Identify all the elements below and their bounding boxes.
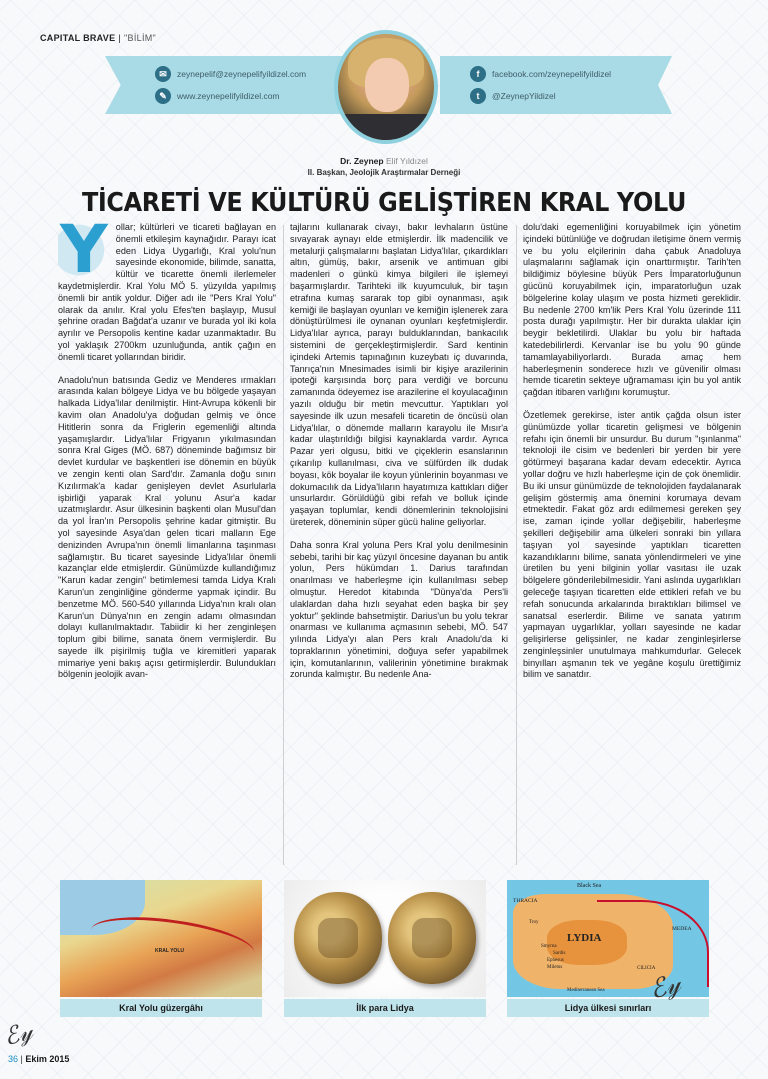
twitter-icon: t bbox=[470, 88, 486, 104]
author-name: Dr. Zeynep Elif Yıldızel bbox=[340, 156, 428, 166]
signature-mark: ℰ𝓎 bbox=[646, 968, 685, 1006]
facebook-contact[interactable] bbox=[470, 66, 611, 82]
paragraph-postal: dolu'daki egemenliğini koruyabilmek için yönetim içindeki bütünlüğe ve doğrudan iletişime önem vermiş ve bu yolu elçilerinin daha çabuk Anadoluya ulaşmalarını sağlamak için onarttırmıştır. Tarih'ten bildiğimiz böylesine büyük Pers İmparatorluğunun gücünü koruyabilmek için, imparatorluğun uzak bölgelerine kolay ulaşım ve posta hizmeti gereklidir. Bu nedenle 2700 km'lik Pers Kral Yolu üzerinde 111 posta durağı yapılmıştır. Her bir durakta ulaklar için beygir bekletilirdi. Ulaklar bu yolu bir haftada katedebilirlerdi. Kervanlar ise bu yolu 90 günde tamamlayabiliyorlardı. Burada amaç hem haberleşmenin sonderece hızlı ve güvenilir olması hemde ticaretin sekteye uğramaması için bu yol antik çağdan itibaren varlığını korumuştur. bbox=[523, 222, 741, 398]
envelope-icon: ✉ bbox=[155, 66, 171, 82]
paragraph-lydia: Anadolu'nun batısında Gediz ve Menderes ırmakları arasında kalan bölgeye Lidya ve bu bölgede yaşayan halkada Lidya'lılar denilmiştir. Hint-Avrupa kökenli bir kavim olan Anadolu'ya doğudan gelmiş ve önce Hititlerin sonra da Friglerin egemenliği altında yaşamışlardır. Lidya'lılar Frigyanın yıkılmasından sonra Kral Giges (MÖ. 687) döneminde bağımsız bir devlet kurdular ve başkentleri ise dönemin en büyük ve zengin kenti olan Sard'dır. Zamanla doğu sınırı Kızılırmak'a kadar genişleyen devlet Asurlularla işbirliği yaparak Kral yolunu Asur'a kadar uzatmışlardır. Asur ülkesinin başkenti olan Musul'dan da yol İran'ın Persopolis şehrine kadar gitmiştir. Bu yol sayesinde Asya'dan gelen ticari malların Ege denizinden Avrupa'nın önemli limanlarına taşınması sağlamıştır. Bu ticaret sayesinde Lidya'lılar önemli kazançlar elde etmişlerdir. Günümüzde kullandığımız "Karun kadar zengin" betimlemesi tamda Lidya Kralı Karun'un zenginliğine gönderme yapmak içindir. Bu benzetme MÖ. 560-540 yıllarında Lidya'nın kralı olan Karun'un Dünya'nın en zengin adamı olmasından dolayı kullanılmaktadır. Tabiidir ki her zenginleşen toplum gibi bilime, sanata önem vermişlerdir. Bu sayede ilk pişirilmiş tuğla ve kiremitleri yaparak mimariye yeni bakış açısı getirmişlerdir. Bulundukları bölgenin jeolojik avan- bbox=[58, 374, 276, 680]
figure-route-map bbox=[60, 880, 262, 1017]
issue-date: Ekim 2015 bbox=[25, 1054, 70, 1064]
masthead bbox=[40, 33, 156, 43]
map-label: Smyrna bbox=[541, 944, 557, 949]
category-label: "BİLİM" bbox=[124, 33, 157, 43]
brand-name: CAPITAL BRAVE bbox=[40, 33, 116, 43]
article-column-1 bbox=[58, 211, 276, 692]
map-label: THRACIA bbox=[513, 898, 538, 904]
map-label: Sardis bbox=[553, 951, 566, 956]
page-footer bbox=[8, 1054, 69, 1064]
figure-caption: İlk para Lidya bbox=[284, 999, 486, 1017]
web-text: www.zeynepelifyildizel.com bbox=[177, 91, 280, 101]
link-icon: ✎ bbox=[155, 88, 171, 104]
map-label: Miletus bbox=[547, 965, 563, 970]
paragraph-intro: ollar; kültürleri ve ticareti bağlayan en önemli etkileşim kaynağıdır. Parayı icat eden Lidya Uygarlığı, Kral yolu'nun sayesinde ekonomide, bilimde, sanatta, kültür ve ticarette önemli ilerlemeler kaydetmişlerdir. Kral Yolu MÖ 5. yüzyılda yapılmış önemli bir antik yoldur. Diğer adı ile "Pers Kral Yolu" olarak da anılır. Kral yolu Efes'ten başlayıp, Musul şehrine oradan Bağdat'a uzanır ve burada yol iki kola ayrılır ve Persopolis kentine kadar uzanmaktadır. Bu yol yaklaşık 2700km uzunluğunda, antik çağın en önemli ticaret yollarından biridir. bbox=[58, 222, 276, 362]
map-label: Black Sea bbox=[577, 883, 602, 889]
email-contact[interactable] bbox=[155, 66, 306, 82]
article-column-3 bbox=[523, 222, 741, 692]
contact-ribbon-left bbox=[105, 56, 367, 114]
paragraph-persian-road: Daha sonra Kral yoluna Pers Kral yolu denilmesinin sebebi, tarihi bir kaç yüzyıl öncesine dayanan bu antik yolun, Pers hükümdarı 1. Darius tarafından onarılması ve haberleşme için kullanılması sebep olmuştur. Heredot kitabında "Dünya'da Pers'li ulaklardan daha hızlı seyahat eden başka bir şey yoktur" şeklinde bahsetmiştir. Darius'un bu yolu tekrar onarması ve kullanıma açmasının sebebi, MÖ. 547 yılında Lidya'yı alan Pers kralı Anadolu'da ki topraklarının yönetimini, doğuya sefer yapabilmek için, komutanlarının, valilerinin yönetimine bırakmak zorunda kalmıştır. Bu nedenle Ana- bbox=[290, 539, 508, 680]
drop-cap: Y bbox=[60, 211, 108, 288]
coins-image bbox=[284, 880, 486, 997]
page-number: 36 bbox=[8, 1054, 19, 1064]
twitter-text: @ZeynepYildizel bbox=[492, 91, 556, 101]
facebook-text: facebook.com/zeynepelifyildizel bbox=[492, 69, 612, 79]
map-label: Ephesus bbox=[547, 958, 564, 963]
figure-caption: Lidya ülkesi sınırları bbox=[507, 999, 709, 1017]
map-label: CILICIA bbox=[637, 966, 656, 971]
author-role: II. Başkan, Jeolojik Araştırmalar Derneği bbox=[307, 168, 461, 177]
lydian-coin-punch bbox=[388, 892, 476, 984]
map-label: MEDEA bbox=[672, 926, 692, 932]
column-divider bbox=[283, 225, 284, 865]
lydian-coin-lion bbox=[294, 892, 382, 984]
map-label: Troy bbox=[529, 920, 539, 925]
figure-caption: Kral Yolu güzergâhı bbox=[60, 999, 262, 1017]
map-label: Mediterranean Sea bbox=[567, 988, 605, 993]
masthead-separator: | bbox=[118, 33, 122, 43]
contact-ribbon-right bbox=[440, 56, 672, 114]
signature-mark: ℰ𝓎 bbox=[0, 1016, 36, 1052]
route-map-label: KRAL YOLU bbox=[155, 948, 184, 954]
map-label: LYDIA bbox=[567, 932, 602, 944]
paragraph-inventions: tajlarını kullanarak civayı, bakır levhaların üstüne sıvayarak aynayı elde etmişlerdir. İlk madencilik ve metalurji çalışmalarını başlatan Lidya'lılar, çıkardıkları altın, gümüş, bakır, arsenik ve antimuan gibi madenleri o günkü kimya bilgileri ile işlemeyi başarmışlardır. Tarihteki ilk kuyumculuk, bir taşın etrafına kumaş sararak top gibi oynanması, aşık kemiği ile başlayan oyunları ve kemiğin işlenerek zara dönüştürülmesi ile oynanan oyunları keşfetmişlerdir. Lidya'lılar ayrıca, parayı bulduklarından, bankacılık sistemini de gerçekleştirmişlerdir. Sard kentinin içindeki Artemis tapınağının kuzeybatı iç duvarında, Tanrıça'nın Mnesimades isimli bir kişiye arazilerinin ipoteği karşısında borç para verdiği ve borcunu zamanında ödeyemez ise arazilerine el koyulacağının yazılı olduğu bir metin mevcuttur. Yaptıkları yol sayesinde ilk uzun mesafeli ticaretin de öncüsü olan Lidya'lılar, o dönemde malların karayolu ile Mısır'a kadar ulaştırıldığı bilgisi kaynaklarda vardır. Ayrıca Pazar yeri olgusu, bitki ve çiçeklerin esanslarının çıkarılıp kullanılması, civa ve sülfürden ilk dudak boyası, kök boyalar ile koyun yünlerinin boyanması ve dokumacılık da Lidya'lıların hayatımıza kattıkları diğer unsurlardır. Görüldüğü gibi refah ve bolluk içinde yaşayan toplumlar, kendi dönemlerinin teknolojisini üreterek, döneminin süper gücü haline geliyorlar. bbox=[290, 222, 508, 527]
route-map-image bbox=[60, 880, 262, 997]
web-contact[interactable] bbox=[155, 88, 280, 104]
article-column-2 bbox=[290, 222, 508, 692]
email-text: zeynepelif@zeynepelifyildizel.com bbox=[177, 69, 307, 79]
facebook-icon: f bbox=[470, 66, 486, 82]
column-divider bbox=[516, 225, 517, 865]
twitter-contact[interactable] bbox=[470, 88, 556, 104]
footer-separator: | bbox=[20, 1054, 23, 1064]
paragraph-summary: Özetlemek gerekirse, ister antik çağda olsun ister günümüzde yollar ticaretin gelişmesi ve bölgenin refahı için önemli bir unsurdur. Bu durum "ışınlanma" teknoloji ile cisim ve bedenleri bir yerden bir yere götürmeyi başarana kadar devam edecektir. Ayrıca yollar doğru ve hızlı haberleşme için de çok önemlidir. Bu iki unsur günümüzde de teknolojiden faydalanarak gelişim göstermiş ama önemini korumaya devam etmektedir. Fakat göz ardı edilmemesi gereken şey ise, zaman içinde yollar değişebilir, haberleşme şekilleri değişebilir ama ülkeleri sonraki bin yıllara taşıyan yol sayesinde yaptıkları ticaretten kazandıklarını bilime, sanata yönlendirmeleri ve yine üretilen bu yeni bilginin yollar vasıtası ile uzak bölgelere gönderilebilmesidir. Yani aslında uygarlıkları geleceğe taşıyan ticaretten elde ettikleri refah ve bu refah sonucunda arkalarında bıraktıkları bilimsel ve sanatsal eserlerdir. Bilime ve sanata yatırım yapmayan uygarlıklar, yolları sayesinde ne kadar gelişirlerse gelişsinler, ne kadar zenginleşirlerse zenginleşsinler unutulmaya mahkumdurlar. Gelecek binyılları aşmanın tek ve yegâne koşulu ürettiğimiz bilim ve sanatdır. bbox=[523, 409, 741, 680]
author-photo bbox=[334, 30, 438, 144]
article-headline: TİCARETİ VE KÜLTÜRÜ GELİŞTİREN KRAL YOLU bbox=[81, 188, 687, 218]
figure-coins bbox=[284, 880, 486, 1017]
